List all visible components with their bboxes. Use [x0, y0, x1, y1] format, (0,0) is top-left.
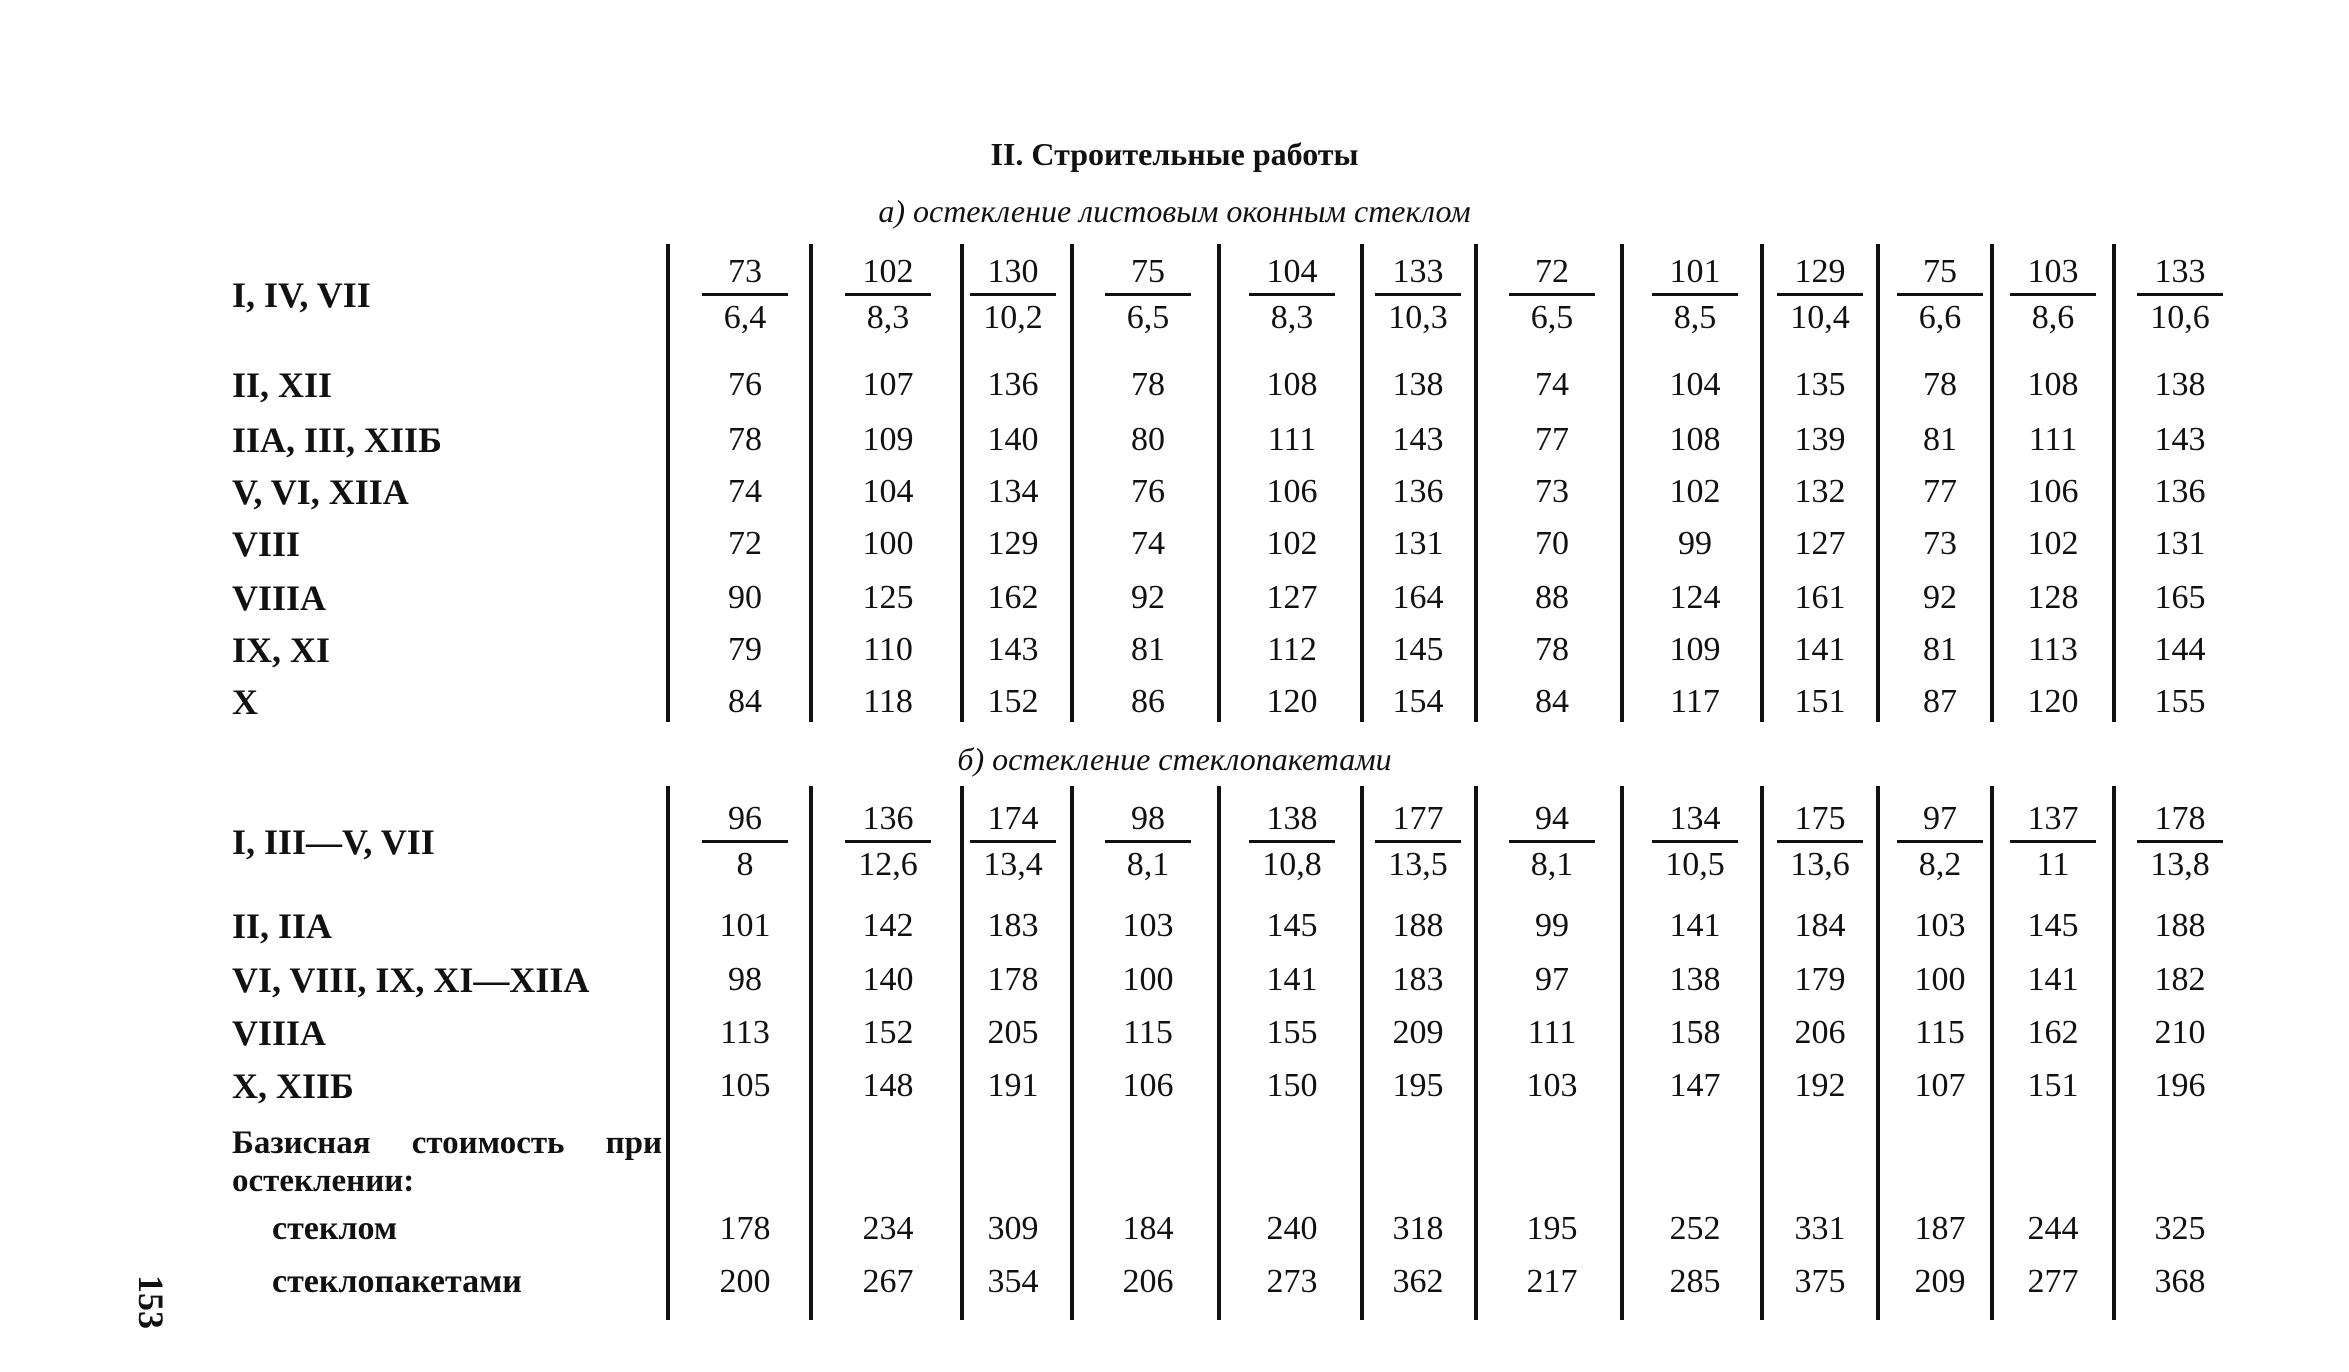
- fraction-denominator: 6,5: [1530, 299, 1574, 336]
- table-cell: 99: [1535, 907, 1569, 944]
- table-cell: 318: [1392, 1210, 1444, 1247]
- row-label: IX, XI: [232, 630, 331, 670]
- fraction-bar: [1105, 293, 1191, 296]
- row-label: X: [232, 682, 258, 722]
- table-cell: 141: [2027, 961, 2079, 998]
- fraction-numerator: 75: [1131, 253, 1165, 290]
- table-cell: 165: [2154, 579, 2206, 616]
- table-cell: 152: [987, 683, 1039, 720]
- table-cell: 182: [2154, 961, 2206, 998]
- row-label: II, XII: [232, 365, 333, 405]
- table-cell: 84: [1535, 683, 1569, 720]
- table-cell: 74: [1131, 525, 1165, 562]
- fraction-denominator: 12,6: [858, 846, 918, 883]
- fraction-bar: [1249, 293, 1335, 296]
- base-cost-note: Базисная стоимость при остеклении:: [232, 1125, 662, 1199]
- table-cell: 81: [1923, 421, 1957, 458]
- row-label: V, VI, XIIА: [232, 472, 409, 512]
- table-cell: 107: [1914, 1067, 1966, 1104]
- table-cell: 136: [1392, 473, 1444, 510]
- table-cell: 143: [2154, 421, 2206, 458]
- table-cell: 143: [987, 631, 1039, 668]
- table-cell: 375: [1794, 1263, 1846, 1300]
- table-cell: 100: [862, 525, 914, 562]
- table-cell: 187: [1914, 1210, 1966, 1247]
- column-divider: [1217, 244, 1221, 722]
- table-cell: 217: [1526, 1263, 1578, 1300]
- table-cell: 195: [1526, 1210, 1578, 1247]
- row-label: VIIIА: [232, 1013, 327, 1053]
- fraction-denominator: 10,2: [983, 299, 1043, 336]
- table-cell: 134: [987, 473, 1039, 510]
- table-cell: 124: [1669, 579, 1721, 616]
- fraction-numerator: 72: [1535, 253, 1569, 290]
- table-cell: 102: [2027, 525, 2079, 562]
- table-cell: 135: [1794, 366, 1846, 403]
- table-cell: 368: [2154, 1263, 2206, 1300]
- fraction-denominator: 8: [736, 846, 754, 883]
- fraction-numerator: 130: [987, 253, 1039, 290]
- fraction-bar: [2137, 293, 2223, 296]
- table-cell: 354: [987, 1263, 1039, 1300]
- fraction-numerator: 174: [987, 800, 1039, 837]
- fraction-bar: [1897, 293, 1983, 296]
- fraction-numerator: 94: [1535, 800, 1569, 837]
- fraction-numerator: 98: [1131, 800, 1165, 837]
- table-cell: 141: [1669, 907, 1721, 944]
- table-cell: 158: [1669, 1014, 1721, 1051]
- table-cell: 112: [1267, 631, 1317, 668]
- row-label: I, III—V, VII: [232, 822, 435, 862]
- table-cell: 147: [1669, 1067, 1721, 1104]
- table-cell: 98: [728, 961, 762, 998]
- table-cell: 80: [1131, 421, 1165, 458]
- table-cell: 131: [1392, 525, 1444, 562]
- table-cell: 70: [1535, 525, 1569, 562]
- fraction-bar: [970, 293, 1056, 296]
- table-cell: 78: [1923, 366, 1957, 403]
- base-row-label: стеклом: [272, 1210, 398, 1247]
- column-divider: [1876, 786, 1880, 1320]
- column-divider: [1620, 244, 1624, 722]
- fraction-denominator: 8,3: [866, 299, 910, 336]
- table-cell: 145: [1266, 907, 1318, 944]
- table-cell: 164: [1392, 579, 1444, 616]
- table-cell: 120: [2027, 683, 2079, 720]
- table-cell: 73: [1535, 473, 1569, 510]
- table-cell: 196: [2154, 1067, 2206, 1104]
- table-cell: 111: [2028, 421, 2078, 458]
- fraction-denominator: 6,6: [1918, 299, 1962, 336]
- table-cell: 205: [987, 1014, 1039, 1051]
- table-cell: 92: [1131, 579, 1165, 616]
- fraction-numerator: 177: [1392, 800, 1444, 837]
- fraction-bar: [845, 840, 931, 843]
- table-cell: 113: [720, 1014, 770, 1051]
- table-cell: 106: [1266, 473, 1318, 510]
- fraction-denominator: 10,8: [1262, 846, 1322, 883]
- table-cell: 106: [1122, 1067, 1174, 1104]
- fraction-numerator: 75: [1923, 253, 1957, 290]
- table-cell: 183: [1392, 961, 1444, 998]
- fraction-denominator: 10,6: [2150, 299, 2210, 336]
- table-cell: 252: [1669, 1210, 1721, 1247]
- table-cell: 267: [862, 1263, 914, 1300]
- table-cell: 104: [1669, 366, 1721, 403]
- column-divider: [1070, 244, 1074, 722]
- fraction-bar: [845, 293, 931, 296]
- table-cell: 179: [1794, 961, 1846, 998]
- column-divider: [1474, 786, 1478, 1320]
- table-cell: 206: [1794, 1014, 1846, 1051]
- table-cell: 141: [1794, 631, 1846, 668]
- table-cell: 139: [1794, 421, 1846, 458]
- fraction-bar: [2137, 840, 2223, 843]
- fraction-denominator: 8,1: [1530, 846, 1574, 883]
- table-cell: 132: [1794, 473, 1846, 510]
- table-cell: 148: [862, 1067, 914, 1104]
- table-cell: 309: [987, 1210, 1039, 1247]
- fraction-denominator: 10,3: [1388, 299, 1448, 336]
- table-cell: 103: [1526, 1067, 1578, 1104]
- table-cell: 331: [1794, 1210, 1846, 1247]
- table-cell: 152: [862, 1014, 914, 1051]
- fraction-denominator: 11: [2036, 846, 2070, 883]
- table-cell: 77: [1535, 421, 1569, 458]
- table-cell: 150: [1266, 1067, 1318, 1104]
- fraction-denominator: 8,3: [1270, 299, 1314, 336]
- table-cell: 184: [1794, 907, 1846, 944]
- table-cell: 113: [2028, 631, 2078, 668]
- fraction-denominator: 6,5: [1126, 299, 1170, 336]
- table-cell: 141: [1266, 961, 1318, 998]
- fraction-bar: [1509, 840, 1595, 843]
- table-cell: 78: [728, 421, 762, 458]
- row-label: I, IV, VII: [232, 275, 371, 315]
- column-divider: [1876, 244, 1880, 722]
- section-a-subtitle: а) остекление листовым оконным стеклом: [878, 193, 1471, 229]
- table-cell: 142: [862, 907, 914, 944]
- fraction-denominator: 13,4: [983, 846, 1043, 883]
- fraction-numerator: 137: [2027, 800, 2079, 837]
- table-cell: 192: [1794, 1067, 1846, 1104]
- fraction-denominator: 8,1: [1126, 846, 1170, 883]
- table-cell: 161: [1794, 579, 1846, 616]
- fraction-bar: [1509, 293, 1595, 296]
- table-cell: 234: [862, 1210, 914, 1247]
- fraction-bar: [1652, 840, 1738, 843]
- table-cell: 210: [2154, 1014, 2206, 1051]
- fraction-bar: [702, 293, 788, 296]
- table-cell: 155: [1266, 1014, 1318, 1051]
- table-cell: 74: [728, 473, 762, 510]
- fraction-numerator: 133: [1392, 253, 1444, 290]
- table-cell: 138: [2154, 366, 2206, 403]
- table-cell: 154: [1392, 683, 1444, 720]
- table-cell: 103: [1122, 907, 1174, 944]
- table-cell: 120: [1266, 683, 1318, 720]
- table-cell: 76: [728, 366, 762, 403]
- row-label: II, IIА: [232, 906, 333, 946]
- table-cell: 128: [2027, 579, 2079, 616]
- table-cell: 144: [2154, 631, 2206, 668]
- table-cell: 108: [1266, 366, 1318, 403]
- table-cell: 115: [1123, 1014, 1173, 1051]
- fraction-bar: [970, 840, 1056, 843]
- table-cell: 273: [1266, 1263, 1318, 1300]
- fraction-numerator: 178: [2154, 800, 2206, 837]
- table-cell: 92: [1923, 579, 1957, 616]
- fraction-numerator: 97: [1923, 800, 1957, 837]
- table-cell: 188: [2154, 907, 2206, 944]
- table-cell: 102: [1669, 473, 1721, 510]
- fraction-bar: [2010, 840, 2096, 843]
- table-cell: 109: [1669, 631, 1721, 668]
- fraction-numerator: 134: [1669, 800, 1721, 837]
- section-b-subtitle: б) остекление стеклопакетами: [957, 741, 1392, 777]
- table-cell: 138: [1392, 366, 1444, 403]
- fraction-denominator: 8,5: [1673, 299, 1717, 336]
- table-cell: 209: [1392, 1014, 1444, 1051]
- table-cell: 77: [1923, 473, 1957, 510]
- page-number: 153: [131, 1275, 171, 1329]
- table-cell: 285: [1669, 1263, 1721, 1300]
- fraction-numerator: 102: [862, 253, 914, 290]
- fraction-bar: [1249, 840, 1335, 843]
- fraction-numerator: 101: [1669, 253, 1721, 290]
- table-cell: 74: [1535, 366, 1569, 403]
- table-cell: 131: [2154, 525, 2206, 562]
- column-divider: [2112, 786, 2116, 1320]
- fraction-bar: [1375, 293, 1461, 296]
- table-cell: 81: [1923, 631, 1957, 668]
- table-cell: 195: [1392, 1067, 1444, 1104]
- table-cell: 84: [728, 683, 762, 720]
- table-cell: 103: [1914, 907, 1966, 944]
- table-cell: 209: [1914, 1263, 1966, 1300]
- table-cell: 115: [1915, 1014, 1965, 1051]
- table-cell: 78: [1131, 366, 1165, 403]
- table-cell: 101: [719, 907, 771, 944]
- table-cell: 206: [1122, 1263, 1174, 1300]
- table-cell: 111: [1267, 421, 1317, 458]
- fraction-denominator: 8,6: [2031, 299, 2075, 336]
- table-cell: 111: [1527, 1014, 1577, 1051]
- table-cell: 162: [987, 579, 1039, 616]
- column-divider: [666, 786, 670, 1320]
- fraction-denominator: 8,2: [1918, 846, 1962, 883]
- fraction-denominator: 10,4: [1790, 299, 1850, 336]
- fraction-bar: [1777, 293, 1863, 296]
- table-cell: 76: [1131, 473, 1165, 510]
- fraction-denominator: 13,6: [1790, 846, 1850, 883]
- table-cell: 81: [1131, 631, 1165, 668]
- table-cell: 100: [1122, 961, 1174, 998]
- row-label: VIII: [232, 524, 301, 564]
- column-divider: [1474, 244, 1478, 722]
- table-cell: 140: [862, 961, 914, 998]
- table-cell: 178: [719, 1210, 771, 1247]
- column-divider: [809, 244, 813, 722]
- table-cell: 136: [2154, 473, 2206, 510]
- table-cell: 73: [1923, 525, 1957, 562]
- table-cell: 178: [987, 961, 1039, 998]
- table-cell: 100: [1914, 961, 1966, 998]
- row-label: IIА, III, XIIБ: [232, 420, 442, 460]
- table-cell: 191: [987, 1067, 1039, 1104]
- table-cell: 140: [987, 421, 1039, 458]
- table-cell: 78: [1535, 631, 1569, 668]
- table-cell: 200: [719, 1263, 771, 1300]
- table-cell: 138: [1669, 961, 1721, 998]
- table-cell: 155: [2154, 683, 2206, 720]
- table-cell: 325: [2154, 1210, 2206, 1247]
- table-cell: 143: [1392, 421, 1444, 458]
- table-cell: 240: [1266, 1210, 1318, 1247]
- table-cell: 244: [2027, 1210, 2079, 1247]
- column-divider: [666, 244, 670, 722]
- fraction-denominator: 13,8: [2150, 846, 2210, 883]
- table-cell: 184: [1122, 1210, 1174, 1247]
- base-row-label: стеклопакетами: [272, 1263, 522, 1300]
- fraction-denominator: 6,4: [723, 299, 767, 336]
- fraction-numerator: 133: [2154, 253, 2206, 290]
- fraction-denominator: 13,5: [1388, 846, 1448, 883]
- table-cell: 72: [728, 525, 762, 562]
- table-cell: 362: [1392, 1263, 1444, 1300]
- table-cell: 97: [1535, 961, 1569, 998]
- table-cell: 105: [719, 1067, 771, 1104]
- fraction-denominator: 10,5: [1665, 846, 1725, 883]
- row-label: X, XIIБ: [232, 1066, 354, 1106]
- table-cell: 129: [987, 525, 1039, 562]
- table-cell: 162: [2027, 1014, 2079, 1051]
- row-label: VI, VIII, IX, XI—XIIА: [232, 960, 590, 1000]
- table-cell: 127: [1266, 579, 1318, 616]
- column-divider: [1070, 786, 1074, 1320]
- column-divider: [1620, 786, 1624, 1320]
- table-cell: 88: [1535, 579, 1569, 616]
- table-cell: 106: [2027, 473, 2079, 510]
- table-cell: 102: [1266, 525, 1318, 562]
- table-cell: 90: [728, 579, 762, 616]
- fraction-bar: [1897, 840, 1983, 843]
- column-divider: [2112, 244, 2116, 722]
- fraction-numerator: 96: [728, 800, 762, 837]
- fraction-numerator: 129: [1794, 253, 1846, 290]
- table-cell: 151: [1794, 683, 1846, 720]
- fraction-numerator: 138: [1266, 800, 1318, 837]
- table-cell: 145: [2027, 907, 2079, 944]
- fraction-numerator: 104: [1266, 253, 1318, 290]
- fraction-bar: [1375, 840, 1461, 843]
- table-cell: 99: [1678, 525, 1712, 562]
- table-cell: 104: [862, 473, 914, 510]
- page-title: II. Строительные работы: [990, 136, 1359, 172]
- table-cell: 107: [862, 366, 914, 403]
- column-divider: [809, 786, 813, 1320]
- row-label: VIIIА: [232, 578, 327, 618]
- table-cell: 188: [1392, 907, 1444, 944]
- table-cell: 277: [2027, 1263, 2079, 1300]
- fraction-bar: [2010, 293, 2096, 296]
- table-cell: 125: [862, 579, 914, 616]
- fraction-numerator: 136: [862, 800, 914, 837]
- table-cell: 108: [2027, 366, 2079, 403]
- table-cell: 151: [2027, 1067, 2079, 1104]
- fraction-bar: [702, 840, 788, 843]
- column-divider: [1760, 244, 1764, 722]
- table-cell: 118: [863, 683, 913, 720]
- fraction-numerator: 175: [1794, 800, 1846, 837]
- table-cell: 145: [1392, 631, 1444, 668]
- table-cell: 110: [863, 631, 913, 668]
- fraction-bar: [1652, 293, 1738, 296]
- table-cell: 183: [987, 907, 1039, 944]
- fraction-bar: [1105, 840, 1191, 843]
- table-cell: 79: [728, 631, 762, 668]
- table-cell: 127: [1794, 525, 1846, 562]
- table-cell: 108: [1669, 421, 1721, 458]
- fraction-bar: [1777, 840, 1863, 843]
- fraction-numerator: 73: [728, 253, 762, 290]
- table-cell: 136: [987, 366, 1039, 403]
- table-cell: 109: [862, 421, 914, 458]
- table-cell: 86: [1131, 683, 1165, 720]
- column-divider: [1760, 786, 1764, 1320]
- fraction-numerator: 103: [2027, 253, 2079, 290]
- table-cell: 117: [1670, 683, 1720, 720]
- table-cell: 87: [1923, 683, 1957, 720]
- column-divider: [1217, 786, 1221, 1320]
